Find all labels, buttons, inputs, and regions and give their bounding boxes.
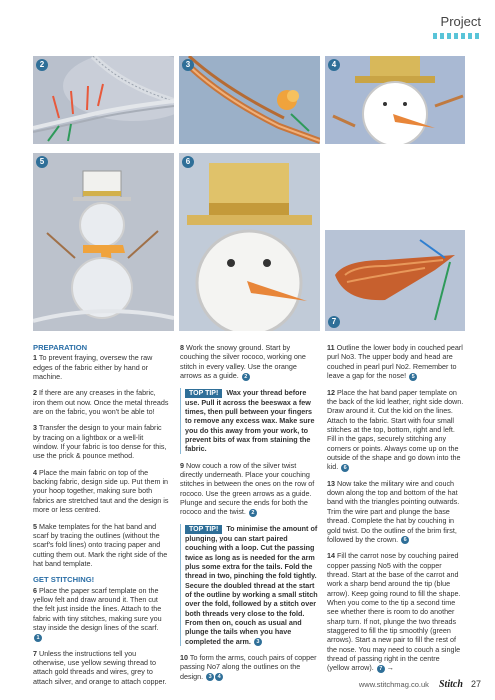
instruction-step-8: 8 Work the snowy ground. Start by couching the silver rococo, working one stitch in every valley. Use the orange arrows as a guide. 2 bbox=[180, 343, 306, 381]
instruction-step-3: 3 Transfer the design to your main fabric by tracing on a lightbox or a well-lit window. If your fabric is too dense for this, use the prick & pounce method. bbox=[33, 423, 167, 461]
photo-reference-badge: 6 bbox=[401, 536, 409, 544]
photo-reference-badge: 2 bbox=[242, 373, 250, 381]
top-tip-plunging: TOP TIP! To minimise the amount of plunging, you can start paired couching with a loop. Cut the passing twice as long as is needed for the arm plus some extra for the tails. Fold the thread in two, pinching the fold tightly. Secure the doubled thread at the start of the outline by working a small stitch over the fold, followed by a stitch over both threads very close to the fold. From then on, couch as usual and plunge the tails when you have completed the arm. 3 bbox=[180, 524, 320, 646]
instruction-step-14: 14 Fill the carrot nose by couching paired copper passing No5 with the copper thread. Start at the base of the carrot and work a sharp bend around the tip (blue arrow). Keep going round to fill the shape. When you come to the tip a second time see whether there is room to do another sharp turn. If not, plunge the two threads staggered to fill the tip smoothly (green arrows). Start a new pair to fill the rest of the nose. You may need to couch a single thread of passing right in the centre (yellow arrow). 7 → bbox=[327, 551, 461, 673]
photo-step-5 bbox=[33, 153, 174, 331]
photo-reference-badge: 3 bbox=[206, 673, 214, 681]
top-tip-label: TOP TIP! bbox=[185, 389, 222, 398]
instruction-step-4: 4 Place the main fabric on top of the backing fabric, design side up. Put them in your hoop together, making sure both fabrics are stretched taut and the design is more or less centred. bbox=[33, 467, 169, 515]
step-number-badge: 6 bbox=[182, 156, 194, 168]
copper-arm-photo bbox=[179, 56, 320, 144]
website-url: www.stitchmag.co.uk bbox=[358, 680, 429, 689]
photo-reference-badge: 7 bbox=[377, 665, 385, 673]
instruction-step-5: 5 Make templates for the hat band and scarf by tracing the outlines (without the scarf's fold lines) onto tracing paper and cutting them out. Mark the right side of the hat band template. bbox=[33, 521, 168, 568]
magazine-brand-logo: Stitch bbox=[438, 679, 463, 690]
page-number: 27 bbox=[470, 679, 481, 689]
photo-reference-badge: 5 bbox=[409, 373, 417, 381]
column-2 bbox=[180, 343, 320, 688]
step-number-badge: 2 bbox=[36, 59, 48, 71]
step-number-badge: 5 bbox=[36, 156, 48, 168]
section-heading-get-stitching: GET STITCHING! bbox=[33, 575, 95, 585]
page-footer bbox=[359, 679, 481, 690]
photo-step-4 bbox=[325, 56, 465, 144]
top-tip-label: TOP TIP! bbox=[185, 525, 222, 534]
photo-reference-badge: 2 bbox=[249, 509, 257, 517]
instruction-step-7: 7 Unless the instructions tell you otherwise, use yellow sewing thread to attach gold threads and wires, grey to attach silver, and orange to attach copper. bbox=[33, 648, 167, 686]
photo-step-6 bbox=[179, 153, 320, 331]
instruction-step-9: 9 Now couch a row of the silver twist directly underneath. Place your couching stitches in between the ones on the row of rococo. Use the green arrows as a guide. Plunge and secure the ends for both the rococo and the twist. 2 bbox=[180, 460, 315, 517]
header-stitch-decoration bbox=[433, 33, 481, 39]
step-number-badge: 7 bbox=[328, 316, 340, 328]
column-1 bbox=[33, 343, 169, 693]
snowman-outline-photo bbox=[33, 153, 174, 331]
photo-reference-badge: 3 bbox=[254, 638, 262, 646]
photo-reference-badge: 4 bbox=[215, 673, 223, 681]
instruction-step-12: 12 Place the hat band paper template on the back of the kid leather, right side down. Draw around it. Cut the kid on the lines. Attach to the fabric. Start with four small stitches at the top, bottom, right and left. Fill in the gaps, securely stitching any corners or points. Always come up on the outside of the shape and go down into the kid. 6 bbox=[327, 387, 464, 472]
instruction-step-2: 2 If there are any creases in the fabric, iron them out now. Once the metal threads are on the fabric, you won't be able to! bbox=[33, 388, 169, 417]
photo-step-3 bbox=[179, 56, 320, 144]
photo-reference-badge: 6 bbox=[341, 464, 349, 472]
step-number-badge: 4 bbox=[328, 59, 340, 71]
top-tip-wax: TOP TIP! Wax your thread before use. Pull it across the beeswax a few times, then pull between your fingers to remove any excess wax. Make sure you do this away from your work, to prevent bits of wax from staining the fabric. bbox=[180, 388, 320, 454]
instruction-step-11: 11 Outline the lower body in couched pearl purl No3. The upper body and head are couched in pearl purl No2. Remember to leave a gap for the nose! 5 bbox=[327, 343, 463, 381]
snowman-top-photo bbox=[325, 56, 465, 144]
instruction-step-13: 13 Now take the military wire and couch down along the top and bottom of the hat band with the triangles pointing outwards. Trim the wire part and plunge the base thread. Complete the hat by couching in gold twist. Do the outline of the brim first, followed by the crown. 6 bbox=[327, 478, 460, 544]
column-3 bbox=[327, 343, 464, 680]
gold-hat-photo bbox=[179, 153, 320, 331]
section-title: Project bbox=[440, 14, 481, 29]
photo-step-7 bbox=[325, 230, 465, 331]
instruction-step-10: 10 To form the arms, couch pairs of copper passing No7 along the outlines on the design. 3 4 bbox=[180, 653, 317, 681]
continue-arrow-icon: → bbox=[386, 663, 394, 673]
photo-step-2 bbox=[33, 56, 174, 144]
section-heading-preparation: PREPARATION bbox=[33, 343, 88, 352]
carrot-nose-photo bbox=[325, 230, 465, 331]
snowy-ground-photo bbox=[33, 56, 174, 144]
photo-reference-badge: 1 bbox=[34, 634, 42, 642]
instruction-step-1: 1 To prevent fraying, oversew the raw edges of the fabric either by hand or machine. bbox=[33, 353, 153, 382]
step-number-badge: 3 bbox=[182, 59, 194, 71]
instruction-step-6: 6 Place the paper scarf template on the yellow felt and draw around it. Then cut the felt just inside the lines. Attach to the fabric with tiny stitches, making sure you stay inside the design lines of the scarf. 1 bbox=[33, 585, 162, 641]
